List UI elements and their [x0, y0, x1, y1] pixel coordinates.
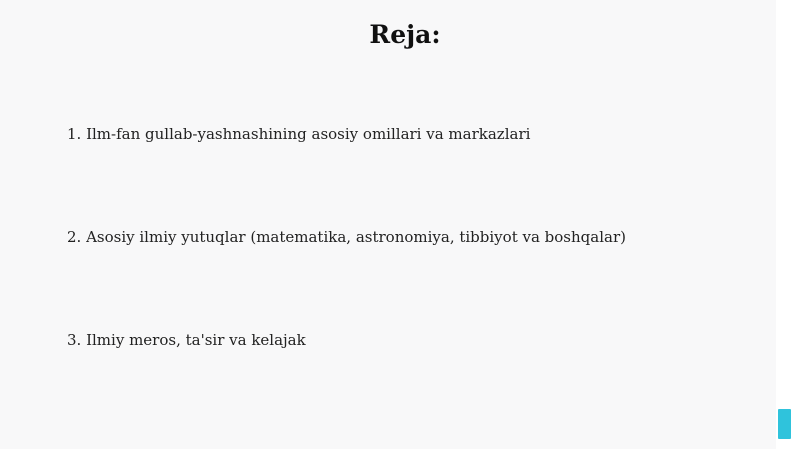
scrollbar-thumb[interactable]	[778, 409, 791, 439]
slide-title: Reja:	[369, 20, 441, 49]
plan-item-1: 1. Ilm-fan gullab-yashnashining asosiy omillari va markazlari	[67, 125, 531, 143]
plan-item-2: 2. Asosiy ilmiy yutuqlar (matematika, astronomiya, tibbiyot va boshqalar)	[67, 228, 626, 246]
scrollbar-track[interactable]	[776, 0, 800, 449]
plan-item-3: 3. Ilmiy meros, ta'sir va kelajak	[67, 331, 306, 349]
